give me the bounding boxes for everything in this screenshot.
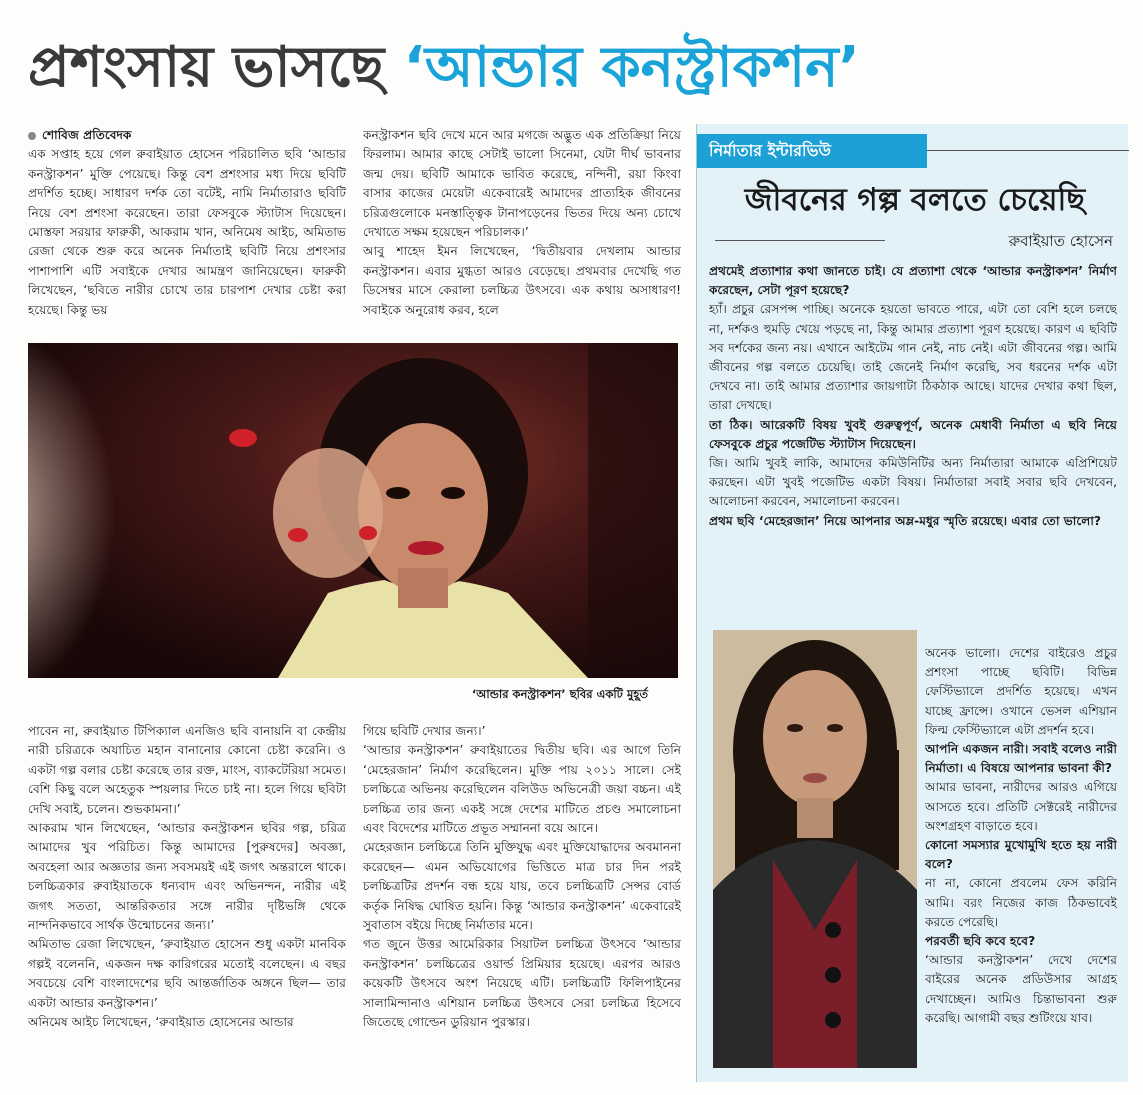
portrait-illustration — [713, 630, 917, 1068]
interview-answer: না না, কোনো প্রবলেম ফেস করিনি আমি। বরং নিজের কাজ ঠিকভাবেই করতে পেরেছি। — [925, 876, 1117, 929]
banner-rule — [927, 150, 1129, 151]
interview-question: প্রথম ছবি ‘মেহেরজান’ নিয়ে আপনার অম্ল-মধুর স্মৃতি রয়েছে। এবার তো ভালো? — [709, 513, 1101, 528]
headline — [28, 18, 1128, 118]
article-paragraph: পাবেন না, রুবাইয়াত টিপিক্যাল এনজিও ছবি বানায়নি বা কেন্দ্রীয় নারী চরিত্রকে অযাচিত মহান বানানোর কোনো চেষ্টা করেনি। ও একটা গল্প বলার চেষ্টা করেছে তার রক্ত, মাংস, ব্যাকটেরিয়া সমেত। বেশি কিছু বলে অহেতুক স্পয়লার দিতে চাই না। হলে গিয়ে ছবিটা দেখি সবাই, চলেন। শুভকামনা।’ — [28, 724, 346, 816]
interview-question: পরবর্তী ছবি কবে হবে? — [925, 934, 1036, 949]
interview-answer: হ্যাঁ। প্রচুর রেসপন্স পাচ্ছি। অনেকে হয়তো ভাবতে পারে, এটা তো বেশি হলে চলছে না, দর্শকও হুমড়ি খেয়ে পড়ছে না, কিন্তু আমার প্রত্যাশা পূরণ হয়েছে। কারণ এ ছবিটি সব দর্শকের জন্য নয়। এখানে আইটেম গান নেই, নাচ নেই। এটা জীবনের গল্প। আমি জীবনের গল্প বলতে চেয়েছি। তাই জেনেই নির্মাণ করেছি, সব ধরনের দর্শক এটা দেখবে না। তাই আমার প্রত্যাশার জায়গাটা ঠিকঠাক আছে। যাদের দেখার কথা ছিল, তারা দেখছে। — [709, 302, 1117, 413]
interview-question: তা ঠিক। আরেকটি বিষয় খুবই গুরুত্বপূর্ণ, অনেক মেধাবী নির্মাতা এ ছবি নিয়ে ফেসবুকে প্রচুর পজেটিভ স্ট্যাটাস দিয়েছেন। — [709, 417, 1117, 451]
interview-answer: ‘আন্ডার কনস্ট্রাকশন’ দেখে দেশের বাইরের অনেক প্রডিউসার আগ্রহ দেখাচ্ছেন। আমিও চিন্তাভাবনা শুরু করেছি। আগামী বছর শুটিংয়ে যাব। — [925, 953, 1117, 1025]
interview-text-right — [925, 644, 1117, 1064]
interview-answer: আমার ভাবনা, নারীদের আরও এগিয়ে আসতে হবে। প্রতিটি সেক্টরেই নারীদের অংশগ্রহণ বাড়াতে হবে। — [925, 780, 1117, 833]
interview-answer: জি। আমি খুবই লাকি, আমাদের কমিউনিটির অন্য নির্মাতারা আমাকে এপ্রিশিয়েট করছেন। এটা খুবই পজেটিভ একটা বিষয়। নির্মাতারা সবাই সবার ছবি দেখবেন, আলোচনা করবেন, সমালোচনা করবেন। — [709, 456, 1117, 509]
article-column-3 — [28, 722, 346, 1087]
film-still-photo — [28, 343, 678, 678]
author-rule — [715, 240, 885, 241]
interview-answer: অনেক ভালো। দেশের বাইরেও প্রচুর প্রশংসা পাচ্ছে ছবিটি। বিভিন্ন ফেস্টিভ্যালে প্রদর্শিত হয়েছে। এখন যাচ্ছে ফ্রান্সে। ওখানে ভেসল এশিয়ান ফিল্ম ফেস্টিভ্যালে এটা প্রদর্শন হবে। — [925, 646, 1117, 737]
article-column-4 — [363, 722, 681, 1087]
portrait-photo — [713, 630, 917, 1068]
article-paragraph: ‘আন্ডার কনস্ট্রাকশন’ রুবাইয়াতের দ্বিতীয় ছবি। এর আগে তিনি ‘মেহেরজান’ নির্মাণ করেছিলেন। মুক্তি পায় ২০১১ সালে। সেই চলচ্চিত্রে অভিনয় করেছিলেন বলিউড অভিনেত্রী জয়া বচ্চন। এই চলচ্চিত্র তার জন্য একই সঙ্গে দেশের মাটিতে প্রচণ্ড সমালোচনা এবং বিদেশের মাটিতে প্রভূত সম্মাননা বয়ে আনে। — [363, 743, 681, 836]
article-column-1 — [28, 126, 346, 336]
article-paragraph: কনস্ট্রাকশন ছবি দেখে মনে আর মগজে অদ্ভুত এক প্রতিক্রিয়া নিয়ে ফিরলাম। আমার কাছে সেটাই ভালো সিনেমা, যেটা দীর্ঘ ভাবনার জন্ম দেয়। ছবিটি আমাকে ভাবিত করেছে, নন্দিনী, রয়া কিংবা বাসার কাজের মেয়েটা একেবারেই আমাদের প্রাত্যহিক জীবনের চরিত্রগুলোকে মনস্তাত্ত্বিক টানাপড়েনের ভিতর দিয়ে অন্য চোখে দেখাতে সক্ষম হয়েছেন পরিচালক।’ — [363, 128, 681, 240]
article-paragraph: অমিতাভ রেজা লিখেছেন, ‘রুবাইয়াত হোসেন শুধু একটা মানবিক গল্পই বলেননি, একজন দক্ষ কারিগরের মতোই বলেছেন। এ বছর সবচেয়ে বেশি বাংলাদেশের ছবি আন্তর্জাতিক অঙ্গনে ছিল— তার একটা আন্ডার কনস্ট্রাকশন।’ — [28, 937, 346, 1010]
headline-part1: প্রশংসায় ভাসছে — [28, 35, 385, 100]
interview-question: প্রথমেই প্রত্যাশার কথা জানতে চাই। যে প্রত্যাশা থেকে ‘আন্ডার কনস্ট্রাকশন’ নির্মাণ করেছেন, সেটা পূরণ হয়েছে? — [709, 264, 1117, 298]
interview-title: জীবনের গল্প বলতে চেয়েছি — [744, 182, 1086, 218]
article-paragraph: মেহেরজান চলচ্চিত্রে তিনি মুক্তিযুদ্ধ এবং মুক্তিযোদ্ধাদের অবমাননা করেছেন— এমন অভিযোগের ভিত্তিতে মাত্র চার দিন পরই চলচ্চিত্রটির প্রদর্শন বন্ধ হয়ে যায়, তবে চলচ্চিত্রটি সেন্সর বোর্ড কর্তৃক নিষিদ্ধ ঘোষিত হয়নি। কিন্তু ‘আন্ডার কনস্ট্রাকশন’ একেবারেই সুবাতাস বইয়ে দিচ্ছে নির্মাতার মনে। — [363, 840, 681, 933]
article-paragraph: আবু শাহেদ ইমন লিখেছেন, ‘দ্বিতীয়বার দেখলাম আন্ডার কনস্ট্রাকশন। এবার মুগ্ধতা আরও বেড়েছে। প্রথমবার দেখেছি গত ডিসেম্বর মাসে কেরালা চলচ্চিত্র উৎসবে। এক কথায় অসাধারণ! সবাইকে অনুরোধ করব, হলে — [363, 244, 681, 317]
byline: শোবিজ প্রতিবেদক — [42, 128, 132, 142]
article-paragraph: অনিমেষ আইচ লিখেছেন, ‘রুবাইয়াত হোসেনের আন্ডার — [28, 1015, 294, 1030]
film-still-illustration — [28, 343, 678, 678]
interview-question: কোনো সমস্যার মুখোমুখি হতে হয় নারী বলে? — [925, 838, 1117, 872]
article-paragraph: আকরাম খান লিখেছেন, ‘আন্ডার কনস্ট্রাকশন ছবির গল্প, চরিত্র আমাদের খুব পরিচিত। কিন্তু আমাদের [পুরুষদের] অবজ্ঞা, অবহেলা আর অজ্ঞতার জন্য সবসময়ই এই জগৎ অন্তরালে থাকে। চলচ্চিত্রকার রুবাইয়াতকে ধন্যবাদ এবং অভিনন্দন, নারীর এই জগৎ সততা, আন্তরিকতার সঙ্গে নারীর দৃষ্টিভঙ্গি থেকে নান্দনিকভাবে সার্থক উন্মোচনের জন্য।’ — [28, 821, 346, 933]
interview-banner: নির্মাতার ইন্টারভিউ — [697, 134, 927, 168]
article-paragraph: গিয়ে ছবিটি দেখার জন্য।’ — [363, 724, 486, 738]
article-paragraph: গত জুনে উত্তর আমেরিকার সিয়াটল চলচ্চিত্র উৎসবে ‘আন্ডার কনস্ট্রাকশন’ চলচ্চিত্রের ওয়ার্ল্ড প্রিমিয়ার হয়েছে। এরপর আরও কয়েকটি উৎসবে অংশ নিয়েছে এটি। চলচ্চিত্রটি ফিলিপাইনের সালামিন্দানাও এশিয়ান চলচ্চিত্র উৎসবে সেরা চলচ্চিত্র হিসেবে জিতেছে গোল্ডেন ডুরিয়ান পুরস্কার। — [363, 937, 681, 1030]
interview-author: রুবাইয়াত হোসেন — [1008, 232, 1113, 250]
headline-part2: ‘আন্ডার কনস্ট্রাকশন’ — [403, 35, 860, 100]
article-paragraph: এক সপ্তাহ হয়ে গেল রুবাইয়াত হোসেন পরিচালিত ছবি ‘আন্ডার কনস্ট্রাকশন’ মুক্তি পেয়েছে। কিন্তু বেশ প্রশংসার মধ্য দিয়ে ছবিটি প্রদর্শিত হচ্ছে। সাধারণ দর্শক তো বটেই, নামি নির্মাতারাও ছবিটি নিয়ে বেশ প্রশংসা করেছেন। তারা ফেসবুকে স্ট্যাটাস দিয়েছেন। মোস্তফা সরয়ার ফারুকী, আকরাম খান, অনিমেষ আইচ, অমিতাভ রেজা থেকে শুরু করে অনেক নির্মাতাই ছবিটি নিয়ে প্রশংসার পাশাপাশি এটি সবাইকে দেখার আমন্ত্রণ জানিয়েছেন। ফারুকী লিখেছেন, ‘ছবিতে নারীর চোখে তার চারপাশ দেখার চেষ্টা করা হয়েছে। কিন্তু ভয় — [28, 147, 346, 317]
interview-sidebar — [696, 124, 1128, 1082]
article-column-2 — [363, 126, 681, 336]
photo-caption: ‘আন্ডার কনস্ট্রাকশন’ ছবির একটি মুহূর্ত — [471, 687, 648, 701]
interview-question: আপনি একজন নারী। সবাই বলেও নারী নির্মাতা। এ বিষয়ে আপনার ভাবনা কী? — [925, 742, 1117, 776]
bullet-icon — [28, 132, 36, 140]
